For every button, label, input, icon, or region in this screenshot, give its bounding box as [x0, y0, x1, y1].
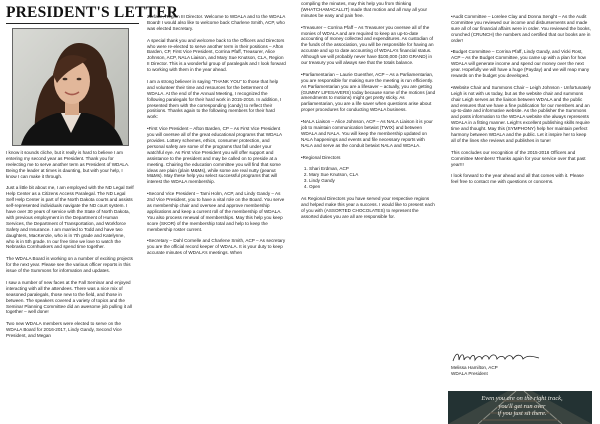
- paragraph: I saw a number of new faces at the Fall Seminar and enjoyed interacting with all the attendees. There was a nice mix of seasoned paralegals, those new to the field, and those in between. The speakers covered a variety of topics and the Seminar Planning Committee did an awesome job pulling it all together – well done!: [6, 279, 132, 315]
- paragraph: •Second Vice President – Tami Holm, ACP, and Lindy Gandy – As 2nd Vice President, you to have a vital role on the Board. You serve as membership chair and oversee and approve membership applications and keep a current roll of the membership of WDALA. You also process renewal of memberships. May this help you keep score (SKOR) of the membership total and help to keep the membership roster current.: [147, 191, 285, 232]
- portrait-image: [13, 29, 128, 145]
- list-item: 2. Mary Sue Knutson, CLA: [309, 172, 436, 178]
- paragraph: compiling the minutes, may this help you from thinking (WHATCHAMACALLIT) made that motion and all may all your minutes be easy and pain free.: [301, 1, 428, 18]
- quote-box: [448, 391, 592, 424]
- letter-column-3: [301, 1, 436, 225]
- list-item: 3. Lindy Gandy: [309, 178, 436, 184]
- letter-column-4: [451, 14, 591, 191]
- president-photo: [12, 28, 129, 146]
- letter-column-1: [6, 150, 134, 345]
- paragraph: Just a little bit about me, I am employed with the ND Legal Self Help Center as a Citizens Access Paralegal. The ND Legal Self Help Center is part of the North Dakota courts and assists self-represented individuals navigate the ND court system. I have over 30 years of service with the State of North Dakota, with previous employment in the Department of Human Services, the Department of Transportation, and Workforce Safety and Insurance. I am married to Todd and have two daughters, MacKenzie, who is in 7th grade and Katelynne, who is in 5th grade. In our free time we love to watch the Nebraska Cornhuskers and spend time together.: [6, 185, 134, 250]
- paragraph: I look forward to the year ahead and all that comes with it. Please feel free to contact me with questions or concerns.: [451, 173, 584, 185]
- paragraph: •Audit Committee – Lorelee Clay and Donna Senght – As the Audit Committee you reviewed our income and disbursements and made sure all of our financial affairs were in order. You reviewed the books, crunched (CRUNCH) the numbers and certified that our books are in order!: [451, 14, 591, 43]
- paragraph: •Parliamentarian – Laurie Guenther, ACP – As a Parliamentarian, you are responsible for making sure the meeting is run efficiently. As Parliamentarian you are a lifesaver – actually, you are getting (GUMMY LIFESAVERS) today because some of the motions (and amendments to motions) might get pretty sticky. As parliamentarian, you are a life saver when questions arise about proper procedures for conducting WDALA business.: [301, 71, 436, 113]
- quote-text: [460, 395, 584, 418]
- signature-block: [451, 365, 591, 377]
- letter-column-2: [147, 14, 286, 262]
- paragraph: •NALA Liaison – Alice Johnson, ACP – As NALA Liaison it is your job to maintain communication betwixt (TWIX) and between WDALA and NALA. You will keep the membership updated on NALA happenings and events and file necessary reports with NALA and serve as the conduit betwixt NALA and WDALA.: [301, 119, 433, 148]
- regional-directors-list: [301, 166, 436, 190]
- paragraph: I am a strong believer in saying “THANK YOU” to those that help and volunteer their time and resources for the betterment of WDALA. At the end of the Annual Meeting, I recognized the following paralegals for their hard work in 2015-2016. In addition, I presented them with the corresponding (candy) to reflect their positions. Thanks again to the following members for their hard work:: [147, 78, 282, 120]
- list-item: 4. Open: [309, 184, 436, 190]
- paragraph: I know it sounds cliche, but it really is hard to believe I am entering my second year as President. Thank you for reelecting me to serve another term as President of WDALA. Being the leader at times is daunting, but with your help, I know I can make it through.: [6, 150, 130, 179]
- paragraph: A special thank you and welcome back to the Officers and Directors who were re-elected to serve another term in their positions – Afton Barden, CP, First Vice President, Corrina Pfaff, Treasurer, Alice Johnson, ACP, NALA Liaison, and Mary Sue Knutson, CLA, Region II Director. This is a wonderful group of paralegals and I look forward to working with them in the year ahead.: [147, 37, 286, 73]
- handwritten-signature: [451, 350, 541, 364]
- paragraph: •First Vice President – Afton Barden, CP – As First Vice President you will oversee all of the great educational programs that WDALA provides. Lottery schemes, ethics, consumer protection, and personal safety are some of the programs that fall under your watchful eye. As First Vice President you will offer support and assistance to the president and may be called on to preside at a meeting. Chairing the education committee you will find that some ideas are plain (plain M&Ms), while some are real nutty (peanut M&Ms). May these help you select successful programs that will interest the WDALA membership.: [147, 126, 282, 185]
- signature-name: Melissa Hamilton, ACP: [451, 365, 498, 370]
- paragraph: •Budget Committee – Corrina Pfaff, Lindy Gandy, and Vicki Rost, ACP – As the Budget Committee, you came up with a plan for how WDALA will generate income and spend our money over the next year. Hopefully we will have a huge (Payday) and we will reap many rewards on the budget you developed.: [451, 49, 590, 79]
- paragraph: •Regional Directors: [301, 154, 341, 160]
- paragraph: This concludes our recognition of the 2015-2016 Officers and Committee Members! Thanks again for your service over that past year!!!: [451, 149, 586, 167]
- paragraph: The WDALA Board is working on a number of exciting projects for the next year. Please see the various officer reports in this issue of the Summons for information and updates.: [6, 256, 133, 274]
- paragraph: Two new WDALA members were elected to serve on the WDALA Board for 2016-2017, Lindy Gandy, Second Vice President, and Megan: [6, 321, 122, 339]
- paragraph: •Secretary – Dahl Cornelle and Charlene Smith, ACP – As secretary you are the official record keeper of WDALA. It is your duty to keep accurate minutes of WDALA’s meetings. When: [147, 238, 286, 256]
- list-item: 1. Shari Erdman, ACP: [309, 166, 436, 172]
- title-rule: [6, 23, 139, 24]
- paragraph: As Regional Directors you have served your respective regions and helped make this year a success. I would like to present each of you with (ASSORTED CHOCOLATES) to represent the assorted duties you are all are responsible for.: [301, 195, 435, 219]
- paragraph: •Website Chair and Summons Chair – Leigh Johnson - Unfortunately Leigh is not with us today, but as the website chair and summons chair Leigh serves as the liaison between WDALA and the public and ensures that we have a fine publication for our members and an up-to-date and informative website. As the publisher the Summons and posts information to the WDALA website she always represents WDALA in a fitting manner. Leigh’s excellent publishing skills require time and thought. May this (SYMPHONY) help her maintain perfect harmony between WDALA and the public. Let it inspire her to keep all of the lines she reviews and publishes in tune!: [451, 84, 591, 143]
- page-title: PRESIDENT'S LETTER: [6, 4, 179, 21]
- quote-line: Even you are on the right track,: [481, 395, 563, 402]
- paragraph: Zerface, Region III Director. Welcome to WDALA and to the WDALA Board! I would also like to welcome back Charlene Smith, ACP, who was elected Secretary.: [147, 14, 286, 31]
- signature-title: WDALA President: [451, 370, 488, 376]
- quote-line: you'll get run over: [498, 402, 546, 410]
- quote-line: if you just sit there.: [497, 410, 547, 418]
- paragraph: •Treasurer – Corrina Pfaff – As Treasurer you oversee all of the monies of WDALA and are required to keep an up-to-date accounting of money collected and expenditures. As custodian of the funds of the association, you will be responsible for having an accurate and up to date accounting of WDALA’s financial status. Although we will probably never have $100,000 (100 GRAND) in our treasury you will always see that the totals balance.: [301, 24, 434, 66]
